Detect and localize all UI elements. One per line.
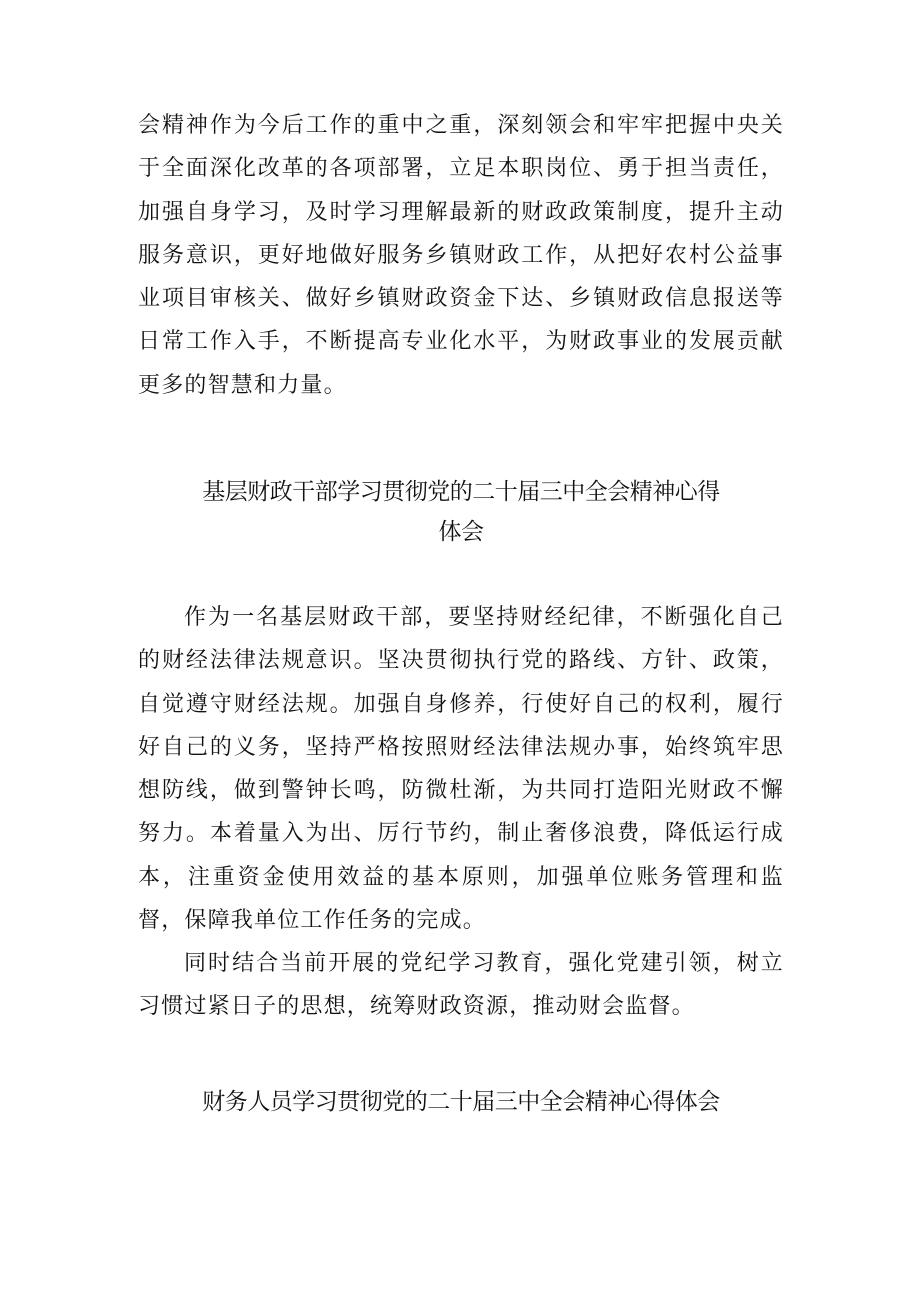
section-title-line-1: 基层财政干部学习贯彻党的二十届三中全会精神心得 [202,479,720,505]
paragraph-discipline: 作为一名基层财政干部，要坚持财经纪律，不断强化自己的财经法律法规意识。坚决贯彻执行党的路线、方针、政策，自觉遵守财经法规。加强自身修养，行使好自己的权利，履行好自己的义务，坚持严格按照财经法律法规办事，始终筑牢思想防线，做到警钟长鸣，防微杜渐，为共同打造阳光财政不懈努力。本着量入为出、厉行节约，制止奢侈浪费，降低运行成本，注重资金使用效益的基本原则，加强单位账务管理和监督，保障我单位工作任务的完成。 [138,605,784,934]
paragraph-party-education: 同时结合当前开展的党纪学习教育，强化党建引领，树立习惯过紧日子的思想，统筹财政资源，推动财会监督。 [138,951,784,1020]
section-title-finance-staff: 财务人员学习贯彻党的二十届三中全会精神心得体会 [202,1089,720,1115]
section-title-line-2: 体会 [438,519,484,545]
section-title-grassroots-finance [138,472,784,552]
paragraph-continued: 会精神作为今后工作的重中之重，深刻领会和牢牢把握中央关于全面深化改革的各项部署，立足本职岗位、勇于担当责任，加强自身学习，及时学习理解最新的财政政策制度，提升主动服务意识，更好地做好服务乡镇财政工作，从把好农村公益事业项目审核关、做好乡镇财政资金下达、乡镇财政信息报送等日常工作入手，不断提高专业化水平，为财政事业的发展贡献更多的智慧和力量。 [138,113,784,398]
